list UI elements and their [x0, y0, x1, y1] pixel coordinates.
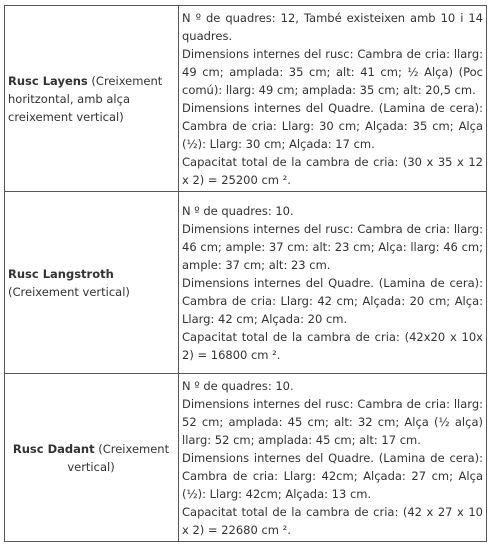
frame-count-text: N º de quadres: 10. [182, 204, 294, 218]
hive-description-cell [179, 192, 487, 374]
hive-name: Rusc Dadant [12, 441, 95, 456]
hive-dimensions-text: Dimensions internes del rusc: Cambra de cria: llarg: 46 cm; ample: 37 cm: alt: 23 cm; Alça: llarg: 46 cm; ample: 37 cm; alt: 23 cm. [182, 222, 483, 272]
hive-dimensions-text: Dimensions internes del rusc: Cambra de cria: llarg: 52 cm; amplada: 45 cm; alt: 32 cm; Alça (½ alça) llarg: 52 cm; amplada: 45 cm; alt: 17 cm. [182, 397, 483, 447]
hive-dimensions-text: Dimensions internes del rusc: Cambra de cria: llarg: 49 cm; amplada: 35 cm; alt: 41 cm; ½ Alça) (Poc comú): llarg: 49 cm; amplada: 35 cm; alt: 20,5 cm. [182, 47, 483, 97]
hive-comparison-table [4, 5, 487, 542]
hive-description-cell [179, 374, 487, 542]
frame-count-text: N º de quadres: 12, També existeixen amb 10 i 14 quadres. [182, 11, 483, 43]
frame-dimensions-text: Dimensions internes del Quadre. (Lamina de cera): Cambra de cria: Llarg: 42 cm; Alçada: 20 cm; Alça: Llarg: 42 cm; Alçada: 20 cm. [182, 276, 483, 326]
hive-name: Rusc Layens [8, 73, 88, 88]
table-row [5, 6, 487, 192]
hive-name: Rusc Langstroth [8, 266, 114, 281]
hive-growth-type: (Creixement vertical) [8, 284, 130, 299]
hive-name-cell [5, 374, 179, 542]
table-row [5, 192, 487, 374]
hive-name-cell [5, 192, 179, 374]
table-row [5, 374, 487, 542]
frame-dimensions-text: Dimensions internes del Quadre. (Lamina de cera): Cambra de cria: Llarg: 30 cm; Alçada: 35 cm; Alça (½): Llarg: 30 cm; Alçada: 17 cm. [182, 101, 483, 151]
capacity-text: Capacitat total de la cambra de cria: (42x20 x 10x 2) = 16800 cm ². [182, 330, 483, 362]
hive-growth-type: (Creixement vertical) [67, 441, 170, 474]
hive-description-cell [179, 6, 487, 192]
capacity-text: Capacitat total de la cambra de cria: (42 x 27 x 10 x 2) = 22680 cm ². [182, 505, 483, 537]
hive-name-cell [5, 6, 179, 192]
hive-growth-type: (Creixement horitzontal, amb alça creixement vertical) [8, 73, 163, 124]
frame-count-text: N º de quadres: 10. [182, 379, 294, 393]
capacity-text: Capacitat total de la cambra de cria: (30 x 35 x 12 x 2) = 25200 cm ². [182, 155, 483, 187]
frame-dimensions-text: Dimensions internes del Quadre. (Lamina de cera): Cambra de cria: Llarg: 42cm; Alçada: 27 cm; Alça (½): Llarg: 42cm; Alçada: 13 cm. [182, 451, 483, 501]
